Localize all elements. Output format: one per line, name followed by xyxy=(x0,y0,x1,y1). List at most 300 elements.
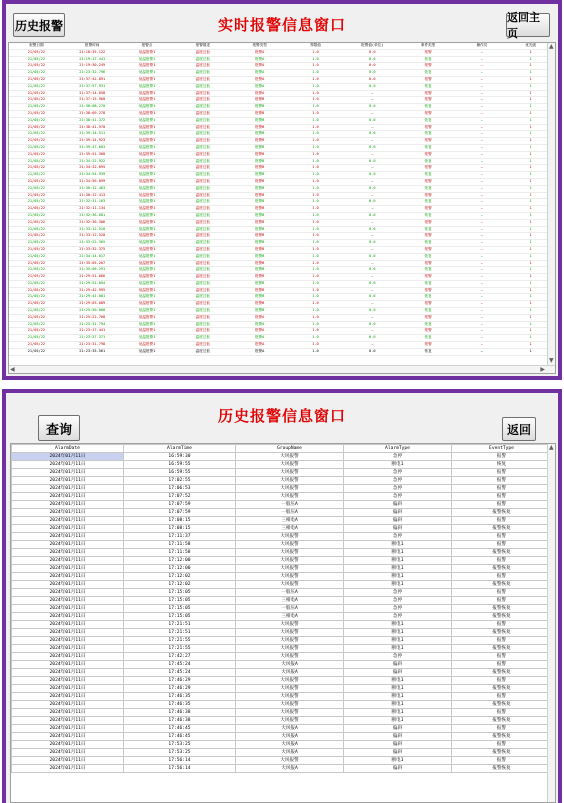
table-cell: 2024年01月11日 xyxy=(12,637,124,645)
table-cell: 1.0 xyxy=(287,212,344,219)
table-row[interactable] xyxy=(12,573,552,581)
table-cell: 0.0 xyxy=(344,104,401,111)
table-row[interactable] xyxy=(9,335,553,342)
table-row[interactable] xyxy=(9,124,553,131)
table-row[interactable] xyxy=(9,328,553,335)
table-cell: 低温报警1 xyxy=(121,76,174,83)
scroll-up-icon[interactable]: ▲ xyxy=(549,444,554,451)
table-cell: 报警 xyxy=(452,453,552,461)
table-cell: 17:42:27 xyxy=(124,653,236,661)
table-row[interactable] xyxy=(12,661,552,669)
table-row[interactable] xyxy=(9,246,553,253)
table-cell: 报警B xyxy=(232,308,287,315)
table-cell: 2024年01月11日 xyxy=(12,477,124,485)
table-cell: 报警B xyxy=(232,185,287,192)
table-cell: 1.0 xyxy=(287,274,344,281)
table-row[interactable] xyxy=(9,294,553,301)
table-cell: 21/05/22 xyxy=(9,185,64,192)
table-row[interactable] xyxy=(9,76,553,83)
table-cell: 报警恢复 xyxy=(452,685,552,693)
table-cell: 1.0 xyxy=(287,267,344,274)
history-vertical-scrollbar[interactable] xyxy=(547,444,555,802)
table-cell: — xyxy=(456,138,509,145)
table-cell: 2024年01月11日 xyxy=(12,701,124,709)
table-cell: 2024年01月11日 xyxy=(12,717,124,725)
table-cell: 恢复 xyxy=(401,70,456,77)
table-cell: 1 xyxy=(508,212,553,219)
table-cell: 报警 xyxy=(452,637,552,645)
table-row[interactable] xyxy=(9,226,553,233)
table-row[interactable] xyxy=(9,212,553,219)
table-cell: 温度过低 xyxy=(173,260,232,267)
table-cell: 温度过低 xyxy=(173,314,232,321)
table-cell: 报警恢复 xyxy=(452,581,552,589)
table-row[interactable] xyxy=(12,677,552,685)
table-row[interactable] xyxy=(9,219,553,226)
table-row[interactable] xyxy=(12,685,552,693)
table-cell: 急停 xyxy=(344,589,452,597)
table-cell: 17:06:53 xyxy=(124,485,236,493)
table-row[interactable] xyxy=(9,83,553,90)
table-cell: 0.0 xyxy=(344,335,401,342)
table-cell: 温度过低 xyxy=(173,328,232,335)
table-cell: 大风报警 xyxy=(236,493,344,501)
table-cell: 大风报警 xyxy=(236,485,344,493)
table-cell: 低温报警1 xyxy=(121,335,174,342)
history-alarm-window xyxy=(2,389,562,803)
table-row[interactable] xyxy=(9,49,553,56)
table-cell: 17:46:29 xyxy=(124,685,236,693)
column-header[interactable]: EventType xyxy=(452,445,552,453)
table-cell: — xyxy=(344,314,401,321)
table-cell: 1.0 xyxy=(287,348,344,355)
table-cell: 断电1 xyxy=(344,757,452,765)
table-cell: 报警 xyxy=(401,314,456,321)
table-cell: 报警B xyxy=(232,233,287,240)
table-row[interactable] xyxy=(9,185,553,192)
table-row[interactable] xyxy=(9,321,553,328)
table-cell: 报警 xyxy=(401,206,456,213)
table-row[interactable] xyxy=(12,605,552,613)
table-cell: 21/05/22 xyxy=(9,246,64,253)
column-header[interactable]: AlarmDate xyxy=(12,445,124,453)
table-row[interactable] xyxy=(9,172,553,179)
table-row[interactable] xyxy=(9,274,553,281)
table-row[interactable] xyxy=(9,70,553,77)
table-cell: 0.0 xyxy=(344,83,401,90)
table-cell: 报警 xyxy=(452,661,552,669)
table-cell: 恢复 xyxy=(401,117,456,124)
table-cell: 低温报警1 xyxy=(121,240,174,247)
table-cell: 1 xyxy=(508,246,553,253)
table-row[interactable] xyxy=(12,669,552,677)
table-cell: 温度过低 xyxy=(173,70,232,77)
table-row[interactable] xyxy=(9,144,553,151)
table-row[interactable] xyxy=(9,287,553,294)
table-cell: 温度过低 xyxy=(173,63,232,70)
table-cell: 报警B xyxy=(232,274,287,281)
table-row[interactable] xyxy=(12,621,552,629)
table-cell: — xyxy=(456,70,509,77)
table-row[interactable] xyxy=(9,192,553,199)
column-header[interactable]: 报警点 xyxy=(121,43,174,49)
table-cell: 报警 xyxy=(401,97,456,104)
table-cell: 报警A xyxy=(232,348,287,355)
table-cell: 温度过低 xyxy=(173,165,232,172)
table-cell: 报警 xyxy=(401,76,456,83)
table-row[interactable] xyxy=(12,653,552,661)
table-cell: 低温报警1 xyxy=(121,144,174,151)
table-cell: 报警A xyxy=(232,63,287,70)
table-cell: — xyxy=(456,97,509,104)
table-row[interactable] xyxy=(12,645,552,653)
table-cell: 急停 xyxy=(344,533,452,541)
table-cell: 0.0 xyxy=(344,240,401,247)
table-cell: 温度过低 xyxy=(173,185,232,192)
table-cell: 0.0 xyxy=(344,144,401,151)
table-row[interactable] xyxy=(9,117,553,124)
table-cell: 17:11:37 xyxy=(124,533,236,541)
table-cell: 2024年01月11日 xyxy=(12,549,124,557)
table-cell: 21:37:15.960 xyxy=(64,97,121,104)
history-alarm-button[interactable]: 历史报警 xyxy=(13,13,65,37)
table-row[interactable] xyxy=(9,151,553,158)
table-cell: 17:15:05 xyxy=(124,613,236,621)
table-cell: 17:53:25 xyxy=(124,741,236,749)
table-cell: 报警恢复 xyxy=(452,733,552,741)
table-cell: 21/05/22 xyxy=(9,253,64,260)
table-cell: 2024年01月11日 xyxy=(12,613,124,621)
table-row[interactable] xyxy=(9,165,553,172)
table-cell: 报警 xyxy=(401,342,456,349)
table-row[interactable] xyxy=(12,493,552,501)
table-cell: 报警B xyxy=(232,260,287,267)
table-row[interactable] xyxy=(12,717,552,725)
table-cell: 断电1 xyxy=(344,701,452,709)
table-cell: 恢复 xyxy=(401,348,456,355)
table-row[interactable] xyxy=(12,517,552,525)
table-cell: 21:33:22.365 xyxy=(64,240,121,247)
column-header[interactable]: 事件类型 xyxy=(401,43,456,49)
table-cell: 1.0 xyxy=(287,328,344,335)
table-cell: — xyxy=(344,206,401,213)
table-cell: 报警B xyxy=(232,131,287,138)
table-cell: 大风报警 xyxy=(236,565,344,573)
column-header[interactable]: 操作员 xyxy=(456,43,509,49)
table-cell: 急停 xyxy=(344,597,452,605)
table-row[interactable] xyxy=(9,267,553,274)
return-home-button[interactable]: 返回主页 xyxy=(506,13,550,37)
table-row[interactable] xyxy=(12,693,552,701)
table-cell: 报警 xyxy=(401,165,456,172)
table-cell: — xyxy=(456,226,509,233)
table-row[interactable] xyxy=(12,589,552,597)
table-cell: 21:30:12.463 xyxy=(64,185,121,192)
table-cell: 报警 xyxy=(401,110,456,117)
table-cell: 17:46:45 xyxy=(124,733,236,741)
table-cell: 17:07:59 xyxy=(124,501,236,509)
table-cell: — xyxy=(456,280,509,287)
table-cell: 报警 xyxy=(401,90,456,97)
history-alarm-grid[interactable] xyxy=(10,443,556,803)
table-cell: 偏斜 xyxy=(344,741,452,749)
table-cell: 报警恢复 xyxy=(452,613,552,621)
table-row[interactable] xyxy=(9,56,553,63)
table-cell: 恢复 xyxy=(401,294,456,301)
table-cell: 大风报警 xyxy=(236,469,344,477)
table-cell: 2024年01月11日 xyxy=(12,661,124,669)
table-row[interactable] xyxy=(12,701,552,709)
table-cell: — xyxy=(456,246,509,253)
table-cell: 1.0 xyxy=(287,110,344,117)
table-cell: 大风报A xyxy=(236,733,344,741)
table-cell: 报警B xyxy=(232,138,287,145)
table-cell: — xyxy=(344,246,401,253)
table-row[interactable] xyxy=(9,90,553,97)
table-row[interactable] xyxy=(9,240,553,247)
table-cell: 偏斜 xyxy=(344,669,452,677)
table-cell: — xyxy=(344,301,401,308)
table-cell: 恢复 xyxy=(401,253,456,260)
table-cell: 1 xyxy=(508,76,553,83)
table-row[interactable] xyxy=(9,178,553,185)
table-cell: 大风报警 xyxy=(236,701,344,709)
realtime-vertical-scrollbar[interactable] xyxy=(547,43,555,365)
table-row[interactable] xyxy=(9,138,553,145)
column-header[interactable]: GroupName xyxy=(236,445,344,453)
table-row[interactable] xyxy=(9,301,553,308)
table-cell: — xyxy=(456,314,509,321)
table-row[interactable] xyxy=(9,199,553,206)
column-header[interactable]: 优先级 xyxy=(508,43,553,49)
table-cell: 低温报警1 xyxy=(121,185,174,192)
column-header[interactable]: AlarmType xyxy=(344,445,452,453)
table-row[interactable] xyxy=(12,565,552,573)
table-row[interactable] xyxy=(12,533,552,541)
table-cell: 恢复 xyxy=(401,144,456,151)
table-cell: 报警 xyxy=(401,151,456,158)
table-cell: 2024年01月11日 xyxy=(12,749,124,757)
table-cell: 报警 xyxy=(452,589,552,597)
table-cell: 1 xyxy=(508,206,553,213)
table-row[interactable] xyxy=(12,757,552,765)
table-cell: 大风报警 xyxy=(236,645,344,653)
table-cell: 报警A xyxy=(232,342,287,349)
table-cell: 17:12:00 xyxy=(124,557,236,565)
realtime-alarm-table xyxy=(9,43,553,356)
table-cell: 2024年01月11日 xyxy=(12,565,124,573)
table-cell: 1.0 xyxy=(287,83,344,90)
table-cell: 报警B xyxy=(232,124,287,131)
table-cell: — xyxy=(344,138,401,145)
table-cell: 2024年01月11日 xyxy=(12,725,124,733)
table-row[interactable] xyxy=(12,741,552,749)
table-cell: 一般压A xyxy=(236,589,344,597)
table-cell: 0.0 xyxy=(344,131,401,138)
table-cell: 大风报警 xyxy=(236,757,344,765)
table-cell: 21/05/22 xyxy=(9,294,64,301)
column-header[interactable]: 报警日期 xyxy=(9,43,64,49)
table-cell: 低温报警1 xyxy=(121,63,174,70)
table-cell: 报警 xyxy=(452,573,552,581)
table-row[interactable] xyxy=(9,348,553,355)
table-cell: 报警B xyxy=(232,280,287,287)
table-cell: 低温报警1 xyxy=(121,246,174,253)
query-button[interactable]: 查询 xyxy=(38,415,80,441)
table-row[interactable] xyxy=(12,765,552,773)
table-cell: 1 xyxy=(508,335,553,342)
table-row[interactable] xyxy=(9,110,553,117)
table-cell: 21:39:47.603 xyxy=(64,144,121,151)
table-row[interactable] xyxy=(12,469,552,477)
table-row[interactable] xyxy=(12,629,552,637)
table-row[interactable] xyxy=(12,749,552,757)
table-cell: 恢复 xyxy=(401,83,456,90)
table-cell: 大风报警 xyxy=(236,685,344,693)
table-cell: — xyxy=(456,206,509,213)
column-header[interactable]: 报警类型 xyxy=(232,43,287,49)
table-cell: 低温报警1 xyxy=(121,233,174,240)
table-cell: 大风报警 xyxy=(236,653,344,661)
table-cell: 17:45:24 xyxy=(124,669,236,677)
table-row[interactable] xyxy=(12,485,552,493)
table-cell: 报警B xyxy=(232,246,287,253)
table-cell: 0.0 xyxy=(344,49,401,56)
table-cell: 1 xyxy=(508,294,553,301)
table-row[interactable] xyxy=(12,733,552,741)
table-row[interactable] xyxy=(12,597,552,605)
table-cell: 低温报警1 xyxy=(121,267,174,274)
table-cell: 温度过低 xyxy=(173,226,232,233)
table-cell: 1.0 xyxy=(287,56,344,63)
table-cell: 21:29:03.089 xyxy=(64,301,121,308)
table-cell: — xyxy=(456,240,509,247)
table-row[interactable] xyxy=(9,97,553,104)
table-row[interactable] xyxy=(12,541,552,549)
table-cell: 21/05/22 xyxy=(9,280,64,287)
back-button[interactable]: 返回 xyxy=(502,417,536,441)
table-row[interactable] xyxy=(12,453,552,461)
column-header[interactable]: 界限值 xyxy=(287,43,344,49)
table-cell: 1 xyxy=(508,280,553,287)
table-cell: 21/05/22 xyxy=(9,335,64,342)
table-cell: 恢复 xyxy=(401,172,456,179)
table-row[interactable] xyxy=(12,637,552,645)
table-cell: 温度过低 xyxy=(173,49,232,56)
table-row[interactable] xyxy=(9,131,553,138)
table-cell: 低温报警1 xyxy=(121,90,174,97)
table-cell: 大风报警 xyxy=(236,717,344,725)
table-row[interactable] xyxy=(9,314,553,321)
table-row[interactable] xyxy=(9,233,553,240)
table-cell: 恢复 xyxy=(401,240,456,247)
table-cell: 1.0 xyxy=(287,76,344,83)
table-row[interactable] xyxy=(12,613,552,621)
table-cell: 低温报警1 xyxy=(121,274,174,281)
scroll-up-icon[interactable]: ▲ xyxy=(549,43,554,50)
table-cell: 1 xyxy=(508,90,553,97)
table-row[interactable] xyxy=(12,501,552,509)
scroll-right-icon[interactable]: ▶ xyxy=(540,366,545,373)
realtime-table-body xyxy=(9,49,553,355)
column-header[interactable]: 报警值(单位) xyxy=(344,43,401,49)
table-row[interactable] xyxy=(12,509,552,517)
table-cell: 1.0 xyxy=(287,294,344,301)
table-cell: 2024年01月11日 xyxy=(12,533,124,541)
table-cell: 2024年01月11日 xyxy=(12,485,124,493)
table-cell: 17:12:02 xyxy=(124,573,236,581)
table-cell: 恢复 xyxy=(401,199,456,206)
table-row[interactable] xyxy=(12,477,552,485)
table-cell: 1 xyxy=(508,110,553,117)
table-row[interactable] xyxy=(12,709,552,717)
table-row[interactable] xyxy=(9,308,553,315)
column-header[interactable]: AlarmTime xyxy=(124,445,236,453)
table-row[interactable] xyxy=(12,725,552,733)
table-row[interactable] xyxy=(9,104,553,111)
table-row[interactable] xyxy=(9,158,553,165)
table-row[interactable] xyxy=(9,280,553,287)
table-cell: 恢复 xyxy=(401,185,456,192)
table-cell: 三相电A xyxy=(236,597,344,605)
scroll-left-icon[interactable]: ◀ xyxy=(10,366,15,373)
table-cell: 报警B xyxy=(232,110,287,117)
table-row[interactable] xyxy=(9,63,553,70)
table-cell: 温度过低 xyxy=(173,124,232,131)
table-cell: 21:19:30.249 xyxy=(64,63,121,70)
table-cell: 报警 xyxy=(452,469,552,477)
table-cell: 1 xyxy=(508,70,553,77)
table-row[interactable] xyxy=(9,342,553,349)
column-header[interactable]: 报警时间 xyxy=(64,43,121,49)
realtime-horizontal-scrollbar[interactable] xyxy=(9,365,555,373)
scroll-down-icon[interactable]: ▼ xyxy=(549,357,554,364)
table-row[interactable] xyxy=(9,260,553,267)
table-cell: 低温报警1 xyxy=(121,321,174,328)
table-row[interactable] xyxy=(12,549,552,557)
table-cell: 急停 xyxy=(344,605,452,613)
table-cell: — xyxy=(344,192,401,199)
table-cell: 21:34:54.939 xyxy=(64,172,121,179)
table-row[interactable] xyxy=(12,557,552,565)
table-cell: — xyxy=(456,117,509,124)
table-cell: 21:33:32.375 xyxy=(64,246,121,253)
table-cell: 21:23:32.796 xyxy=(64,70,121,77)
table-cell: 17:08:15 xyxy=(124,517,236,525)
table-row[interactable] xyxy=(12,525,552,533)
table-cell: 大风报警 xyxy=(236,533,344,541)
table-cell: 21/05/22 xyxy=(9,342,64,349)
table-row[interactable] xyxy=(9,253,553,260)
table-row[interactable] xyxy=(12,581,552,589)
table-cell: 报警B xyxy=(232,199,287,206)
table-cell: 21/05/22 xyxy=(9,151,64,158)
table-cell: 报警 xyxy=(452,501,552,509)
column-header[interactable]: 报警描述 xyxy=(173,43,232,49)
table-cell: 恢复 xyxy=(401,267,456,274)
table-cell: 21/05/22 xyxy=(9,226,64,233)
table-cell: 大风报警 xyxy=(236,629,344,637)
table-cell: 报警恢复 xyxy=(452,765,552,773)
table-cell: 报警B xyxy=(232,104,287,111)
realtime-alarm-grid[interactable] xyxy=(8,42,556,374)
table-row[interactable] xyxy=(12,461,552,469)
table-row[interactable] xyxy=(9,206,553,213)
table-cell: 1.0 xyxy=(287,246,344,253)
table-cell: 低温报警1 xyxy=(121,328,174,335)
table-cell: 温度过低 xyxy=(173,267,232,274)
table-cell: 急停 xyxy=(344,485,452,493)
